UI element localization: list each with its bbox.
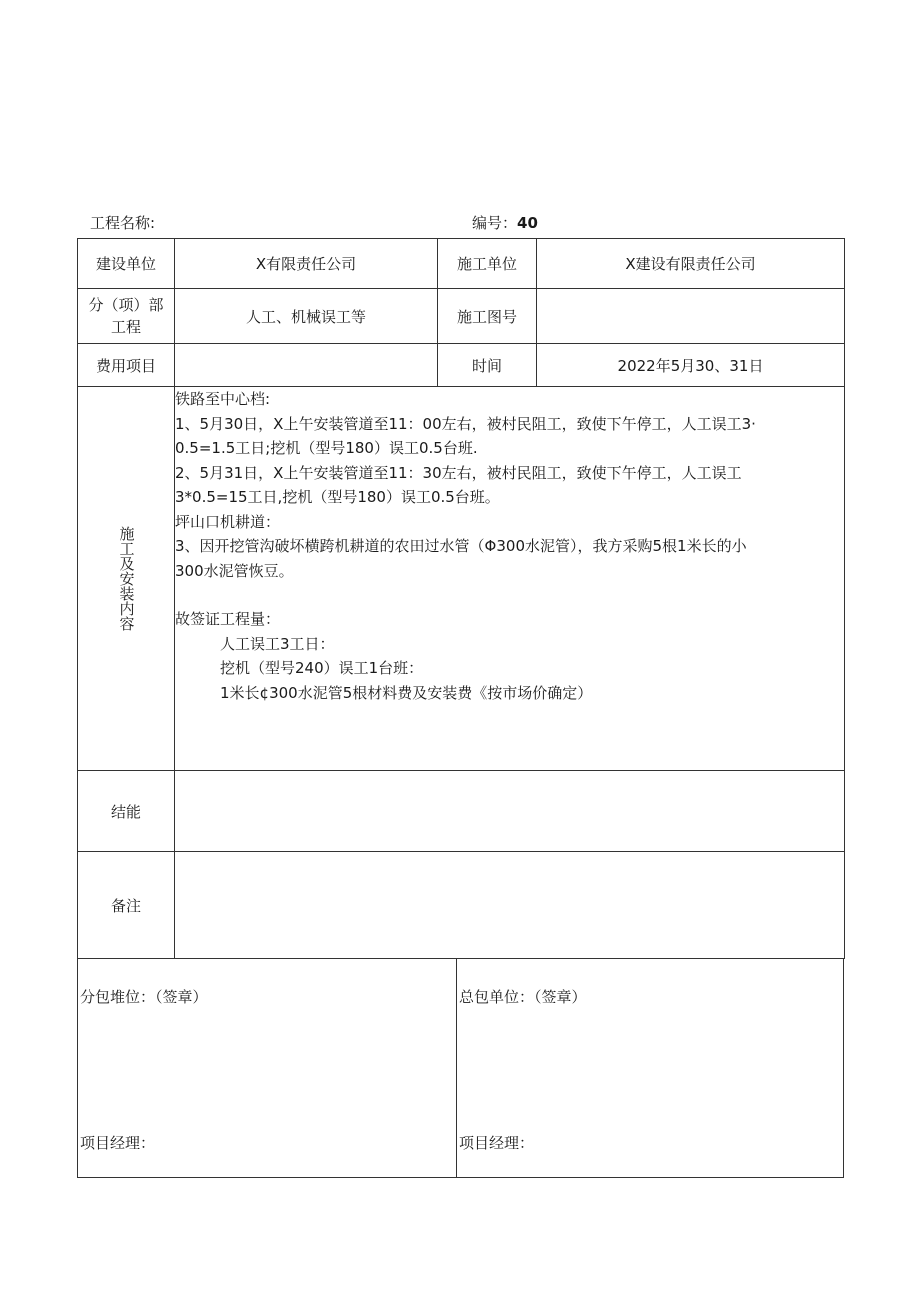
remarks-value bbox=[175, 852, 845, 959]
drawing-label: 施工图号 bbox=[438, 289, 537, 344]
content-label: 施工及安装内容 bbox=[117, 526, 136, 631]
subproject-label-line-2: 工程 bbox=[110, 318, 141, 336]
change-order-form bbox=[77, 238, 845, 959]
document-number bbox=[472, 212, 538, 233]
main-manager-label: 项目经理： bbox=[459, 1134, 535, 1152]
conclusion-value bbox=[175, 771, 845, 852]
content-line: 3、因开挖管沟破坏横跨机耕道的农田过水管（Φ300水泥管），我方采购5根1米长的小 bbox=[175, 537, 747, 555]
cost-value bbox=[175, 344, 438, 387]
content-line: 300水泥管恢豆。 bbox=[175, 561, 294, 580]
signature-divider bbox=[456, 958, 457, 1177]
row-remarks bbox=[78, 852, 845, 959]
summary-line: 挖机（型号240）误工1台班： bbox=[220, 659, 424, 677]
sub-manager-label: 项目经理： bbox=[80, 1134, 156, 1152]
number-label: 编号： bbox=[472, 214, 518, 232]
project-name-label: 工程名称: bbox=[90, 214, 156, 232]
row-subproject bbox=[78, 289, 845, 344]
content-label-cell bbox=[78, 387, 175, 771]
content-line: 铁路至中心档: bbox=[175, 390, 271, 408]
summary-line: 1米长¢300水泥管5根材料费及安装费《按市场价确定） bbox=[220, 683, 593, 702]
content-line: 2、5月31日，X上午安装管道至11：30左右，被村民阻工，致使下午停工，人工误工 bbox=[175, 463, 742, 482]
time-value: 2022年5月30、31日 bbox=[537, 344, 845, 387]
row-cost bbox=[78, 344, 845, 387]
row-conclusion bbox=[78, 771, 845, 852]
main-unit-label: 总包单位：（签章） bbox=[459, 988, 587, 1006]
content-line: 0.5=1.5工日;挖机（型号180）误工0.5台班. bbox=[175, 439, 478, 457]
content-body bbox=[175, 387, 845, 771]
content-line: 坪山口机耕道： bbox=[175, 512, 281, 531]
builder-value: X有限责任公司 bbox=[175, 239, 438, 289]
sub-unit-label: 分包堆位：（签章） bbox=[80, 988, 208, 1006]
time-label: 时间 bbox=[438, 344, 537, 387]
builder-label: 建设单位 bbox=[78, 239, 175, 289]
remarks-label: 备注 bbox=[78, 852, 175, 959]
subproject-value: 人工、机械误工等 bbox=[175, 289, 438, 344]
summary-title: 故签证工程量： bbox=[175, 610, 281, 628]
content-line: 1、5月30日，X上午安装管道至11：00左右，被村民阻工，致使下午停工，人工误工3· bbox=[175, 414, 756, 433]
subproject-label-line-1: 分（项）部 bbox=[88, 296, 164, 314]
number-value: 40 bbox=[517, 214, 538, 232]
row-content bbox=[78, 387, 845, 771]
cost-label: 费用项目 bbox=[78, 344, 175, 387]
contractor-value: X建设有限责任公司 bbox=[537, 239, 845, 289]
contractor-label: 施工单位 bbox=[438, 239, 537, 289]
conclusion-label: 结能 bbox=[78, 771, 175, 852]
row-units bbox=[78, 239, 845, 289]
signature-section bbox=[77, 958, 844, 1178]
subproject-label bbox=[78, 289, 175, 344]
drawing-value bbox=[537, 289, 845, 344]
summary-line: 人工误工3工日： bbox=[220, 634, 335, 653]
content-line: 3*0.5=15工日,挖机（型号180）误工0.5台班。 bbox=[175, 488, 500, 506]
